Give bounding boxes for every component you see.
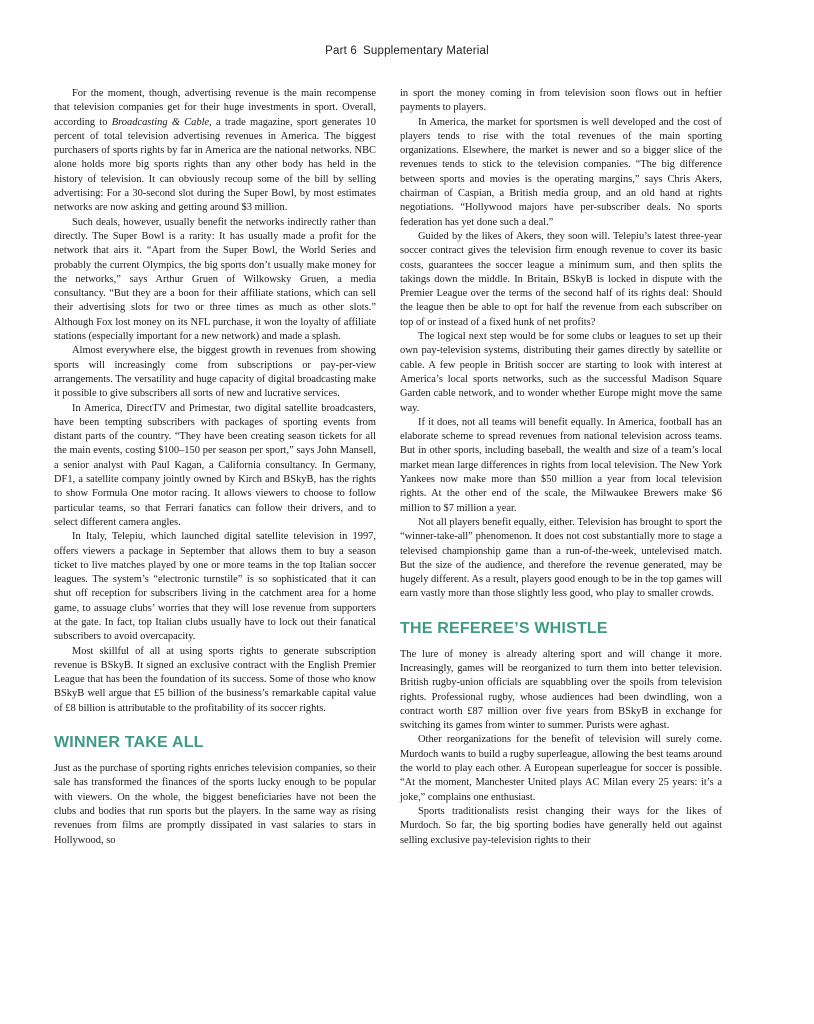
paragraph: The lure of money is already altering sport and will change it more. Increasingly, games will be reorganized to turn them into better television. British rugby-union officials are squabbling over the spoils from television rights. Professional rugby, whose audiences had been dwindling, won a contract worth £87 million over five years from BSkyB in exchange for switching its games from winter to summer. Purists were aghast. (400, 648, 722, 732)
running-header (0, 45, 814, 57)
left-column (54, 87, 376, 848)
paragraph: In America, DirectTV and Primestar, two digital satellite broadcasters, have been tempting subscribers with packages of sporting events from distant parts of the country. “They have been creating season tickets for all the main events, costing $100–150 per season per sport,” says John Mansell, a senior analyst with Paul Kagan, a California consultancy. In Germany, DF1, a satellite company jointly owned by Kirch and BSkyB, has the rights to show Formula One motor racing. It allows viewers to choose to follow particular teams, so that Ferrari fanatics can follow their drivers, and to select different camera angles. (54, 402, 376, 528)
publication-title: Broadcasting & Cable (111, 116, 210, 128)
paragraph: In America, the market for sportsmen is well developed and the cost of players tends to rise with the total revenues of the main sporting organizations. Elsewhere, the market is newer and so a bigger slice of the revenues tends to stick to the television companies. “The big difference between sports and movies is the operating margins,” says Chris Akers, chairman of Caspian, a British media group, and an old hand at rights negotiations. “Hollywood majors have per-subscriber deals. No sports federation has yet done such a deal.” (400, 116, 722, 228)
paragraph: Such deals, however, usually benefit the networks indirectly rather than directly. The Super Bowl is a rarity: It has usually made a profit for the network that airs it. “Apart from the Super Bowl, the World Series and probably the current Olympics, the big sports don’t usually make money for the networks,” says Arthur Gruen of Wilkowsky Gruen, a media consultancy. “But they are a boon for their affiliate stations, which can sell their advertising slots for two or three times as much as other slots.” Although Fox lost money on its NFL purchase, it won the loyalty of affiliate stations (especially important for a new network) and made a splash. (54, 216, 376, 343)
section-heading: WINNER TAKE ALL (54, 734, 204, 752)
section-title: Supplementary Material (363, 45, 489, 57)
paragraph: Just as the purchase of sporting rights enriches television companies, so their sale has transformed the finances of the sports lucky enough to be popular with viewers. On the whole, the biggest beneficiaries have not been the clubs and bodies that run sports but the players. In the same way as rising revenues from films are promptly dissipated in vast salaries to stars in Hollywood, so (54, 763, 376, 846)
section-heading: THE REFEREE’S WHISTLE (400, 619, 608, 637)
paragraph: For the moment, though, advertising revenue is the main recompense that television companies get for their huge investments in sport. Overall, according to Broadcasting & Cable, a trade magazine, sport generates 10 percent of total television advertising revenues in America. The biggest purchasers of sports rights by far in America are the national networks. NBC alone holds more big sports rights than any other body has held in the history of television. It can obviously recoup some of the bill by selling advertising: For a 30-second slot during the Super Bowl, by most estimates networks are now asking and getting around $3 million. (54, 88, 376, 214)
paragraph: Guided by the likes of Akers, they soon will. Telepiu’s latest three-year soccer contract gives the television firm enough revenue to cover its basic costs, guarantees the soccer league a minimum sum, and then splits the takings down the middle. In Britain, BSkyB is locked in dispute with the Premier League over the terms of the second half of its rights deal: Should the league then be able to opt for half the revenue from each subscriber on top of or instead of a fixed hunk of net profits? (400, 230, 722, 328)
paragraph: Other reorganizations for the benefit of television will surely come. Murdoch wants to build a rugby superleague, allowing the best teams around the world to play each other. A European superleague for soccer is possible. “At the moment, Manchester United plays AC Milan every 25 years: it’s a joke,” complains one enthusiast. (400, 734, 722, 803)
part-label: Part 6 (325, 45, 358, 57)
paragraph: The logical next step would be for some clubs or leagues to set up their own pay-television systems, distributing their games directly by satellite or cable. A few people in British soccer are starting to look with interest at America’s local sports networks, such as the successful Madison Square Garden cable network, and to wonder whether Europe might move the same way. (400, 331, 722, 414)
paragraph: In Italy, Telepiu, which launched digital satellite television in 1997, offers viewers a package in September that allows them to buy a season ticket to live matches played by one or more teams in the top Italian soccer leagues. The system’s “electronic turnstile” is so sophisticated that it can shut off reception for subscribers living in the catchment area for a home game, to assuage clubs’ worries that they will lose revenue from supporters at the gate. In fact, top Italian clubs usually have to lock out their fanatical subscribers to avoid overcapacity. (54, 531, 376, 643)
paragraph: in sport the money coming in from television soon flows out in heftier payments to players. (400, 88, 722, 114)
paragraph: If it does, not all teams will benefit equally. In America, football has an elaborate scheme to spread revenues from national television across teams. But in other sports, including baseball, the wealth and size of a team’s local market mean large differences in rights from local television. The New York Yankees now make more than $50 million a year from local television rights. At the other end of the scale, the Milwaukee Brewers make $6 million to $7 million a year. (400, 416, 722, 514)
paragraph: Most skillful of all at using sports rights to generate subscription revenue is BSkyB. It signed an exclusive contract with the English Premier League that has been the foundation of its success. Some of those who know BSkyB well argue that £5 billion of the business’s remarkable capital value of £8 billion is attributable to the profitability of its soccer rights. (54, 645, 376, 714)
paragraph: Almost everywhere else, the biggest growth in revenues from showing sports will increasingly come from subscriptions or pay-per-view arrangements. The versatility and huge capacity of digital broadcasting make it possible to give subscribers all sorts of new and lucrative services. (54, 345, 376, 400)
paragraph: Sports traditionalists resist changing their ways for the likes of Murdoch. So far, the big sporting bodies have generally held out against selling exclusive pay-television rights to their (400, 805, 722, 846)
paragraph: Not all players benefit equally, either. Television has brought to sport the “winner-take-all” phenomenon. It does not cost substantially more to stage a televised championship game than a run-of-the-week, untelevised match. But the size of the audience, and therefore the revenue generated, may be hugely different. As a result, players good enough to be in the top games will earn vastly more than those slightly less good, who play to smaller crowds. (400, 516, 722, 600)
right-column (400, 87, 722, 848)
